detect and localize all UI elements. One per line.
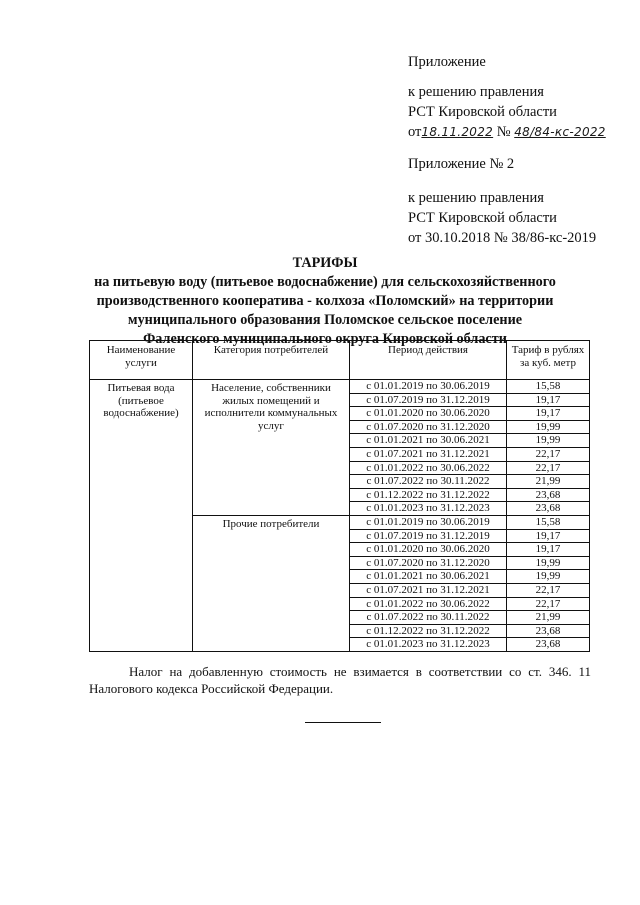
period-cell: с 01.07.2022 по 30.11.2022 — [350, 611, 507, 625]
header-service: Наименование услуги — [90, 341, 193, 380]
rate-cell: 19,17 — [507, 407, 590, 421]
vat-note — [89, 663, 591, 697]
period-cell: с 01.01.2019 по 30.06.2019 — [350, 515, 507, 529]
heading-line-1: на питьевую воду (питьевое водоснабжение) для сельскохозяйственного — [94, 274, 556, 290]
ot-label: от — [408, 124, 422, 140]
heading-line-4: Фаленского муниципального округа Кировской области — [143, 331, 507, 347]
table-row — [90, 380, 590, 394]
period-cell: с 01.01.2023 по 31.12.2023 — [350, 502, 507, 516]
rate-cell: 23,68 — [507, 488, 590, 502]
period-cell: с 01.07.2021 по 31.12.2021 — [350, 583, 507, 597]
tariff-table — [89, 340, 590, 652]
period-cell: с 01.07.2019 по 31.12.2019 — [350, 393, 507, 407]
closing-rule — [305, 722, 381, 723]
appendix-2-line2: РСТ Кировской области — [408, 210, 557, 226]
appendix-2-line1: к решению правления — [408, 190, 544, 206]
appendix-1-line1: к решению правления — [408, 84, 544, 100]
period-cell: с 01.07.2022 по 30.11.2022 — [350, 475, 507, 489]
rate-cell: 15,58 — [507, 380, 590, 394]
table-header-row — [90, 341, 590, 380]
period-cell: с 01.01.2021 по 30.06.2021 — [350, 570, 507, 584]
rate-cell: 22,17 — [507, 461, 590, 475]
period-cell: с 01.07.2021 по 31.12.2021 — [350, 447, 507, 461]
handwritten-date: 18.11.2022 — [421, 125, 494, 139]
header-category: Категория потребителей — [193, 341, 350, 380]
period-cell: с 01.07.2020 по 31.12.2020 — [350, 556, 507, 570]
appendix-2-title: Приложение № 2 — [408, 156, 515, 172]
rate-cell: 19,99 — [507, 570, 590, 584]
period-cell: с 01.01.2023 по 31.12.2023 — [350, 638, 507, 652]
period-cell: с 01.01.2019 по 30.06.2019 — [350, 380, 507, 394]
period-cell: с 01.01.2020 по 30.06.2020 — [350, 407, 507, 421]
document-heading — [60, 254, 590, 349]
period-cell: с 01.01.2020 по 30.06.2020 — [350, 543, 507, 557]
rate-cell: 23,68 — [507, 638, 590, 652]
rate-cell: 22,17 — [507, 583, 590, 597]
heading-title: ТАРИФЫ — [292, 255, 358, 271]
rate-cell: 22,17 — [507, 597, 590, 611]
rate-cell: 19,17 — [507, 529, 590, 543]
appendix-block-2 — [408, 154, 596, 248]
rate-cell: 21,99 — [507, 611, 590, 625]
period-cell: с 01.01.2022 по 30.06.2022 — [350, 461, 507, 475]
header-period: Период действия — [350, 341, 507, 380]
rate-cell: 19,99 — [507, 434, 590, 448]
rate-cell: 21,99 — [507, 475, 590, 489]
rate-cell: 23,68 — [507, 624, 590, 638]
period-cell: с 01.12.2022 по 31.12.2022 — [350, 488, 507, 502]
period-cell: с 01.01.2022 по 30.06.2022 — [350, 597, 507, 611]
number-sign: № — [496, 124, 511, 140]
appendix-1-title: Приложение — [408, 54, 486, 70]
rate-cell: 19,17 — [507, 393, 590, 407]
consumer-category-cell: Население, собственники жилых помещений и исполнители коммунальных услуг — [193, 380, 350, 516]
rate-cell: 22,17 — [507, 447, 590, 461]
rate-cell: 19,17 — [507, 543, 590, 557]
rate-cell: 19,99 — [507, 420, 590, 434]
appendix-1-decision-line — [408, 122, 606, 142]
heading-line-2: производственного кооператива - колхоза «Поломский» на территории — [96, 293, 554, 309]
heading-line-3: муниципального образования Поломское сельское поселение — [127, 312, 523, 328]
period-cell: с 01.12.2022 по 31.12.2022 — [350, 624, 507, 638]
period-cell: с 01.07.2020 по 31.12.2020 — [350, 420, 507, 434]
service-name-cell: Питьевая вода (питьевое водоснабжение) — [90, 380, 193, 652]
header-rate: Тариф в рублях за куб. метр — [507, 341, 590, 380]
rate-cell: 15,58 — [507, 515, 590, 529]
period-cell: с 01.01.2021 по 30.06.2021 — [350, 434, 507, 448]
appendix-2-line3: от 30.10.2018 № 38/86-кс-2019 — [408, 230, 597, 246]
appendix-block-1 — [408, 52, 606, 142]
appendix-1-line2: РСТ Кировской области — [408, 104, 557, 120]
rate-cell: 23,68 — [507, 502, 590, 516]
period-cell: с 01.07.2019 по 31.12.2019 — [350, 529, 507, 543]
rate-cell: 19,99 — [507, 556, 590, 570]
vat-note-text: Налог на добавленную стоимость не взимается в соответствии со ст. 346. 11 Налогового кодекса Российской Федерации. — [89, 664, 591, 696]
consumer-category-cell: Прочие потребители — [193, 515, 350, 651]
handwritten-number: 48/84-кс-2022 — [514, 125, 606, 139]
